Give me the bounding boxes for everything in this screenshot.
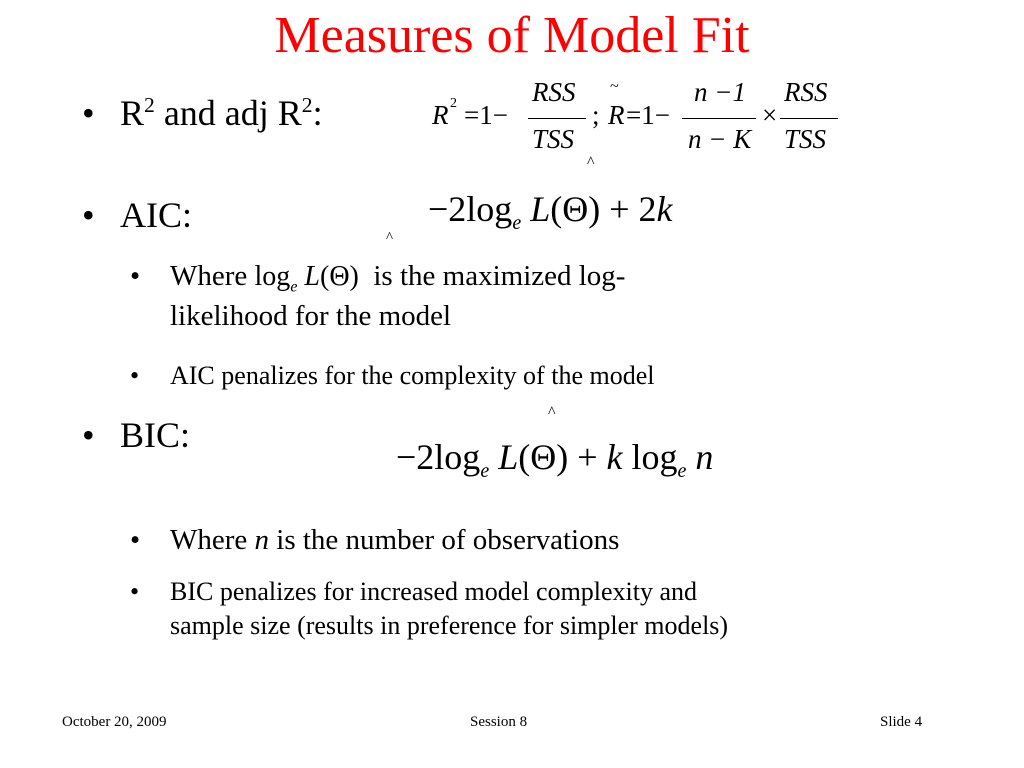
bic-sub-bullet-1 [130,522,890,562]
bullet-bic [82,416,282,460]
aic-sub-bullet-1 [130,258,850,342]
bullet-dot: • [82,93,95,133]
bic-sub1-var: n [254,524,270,556]
inline-log-likelihood: $\log_e L(\Theta)$ [254,261,359,296]
bic-sub2-line1: BIC penalizes for increased model complexity and [170,577,698,606]
bullet-r2-label: $R^2$ and adj $R^2$: [120,93,323,133]
aic-sub1-prefix: Where [170,260,248,292]
aic-sub1-suffix: is the maximized log- [373,260,626,292]
bullet-dot: • [130,361,140,390]
bullet-aic [82,196,282,240]
bullet-dot: • [130,577,140,606]
bullet-bic-label: BIC: [120,415,191,455]
bic-sub2-line2: sample size (results in preference for simpler models) [170,611,729,640]
bullet-aic-label: AIC: [120,195,192,235]
aic-hat: ^ [587,154,595,171]
bullet-dot: • [130,260,141,292]
bic-sub1-prefix: Where [170,524,248,556]
bic-formula: $-2\log_e$ L(Θ) + k $\log_e n$ [396,437,714,483]
footer-date: October 20, 2009 [62,714,167,730]
aic-sub2-text: AIC penalizes for the complexity of the model [170,361,655,390]
bullet-dot: • [130,524,141,556]
aic-formula: $-2\log_e$ L(Θ) + 2k [428,189,673,235]
footer-session: Session 8 [470,714,528,730]
aic-sub1-line2: likelihood for the model [170,300,452,332]
r2-formula: R 2 =1− RSS TSS ; ~ R =1− n −1 n − K × RSS TSS [432,74,852,166]
inline-hat: ^ [386,230,394,246]
bullet-dot: • [82,195,95,235]
bullet-r2 [82,94,412,138]
bullet-dot: • [82,415,95,455]
slide-title: Measures of Model Fit [274,7,750,64]
footer-slide-number: Slide 4 [880,714,923,730]
bic-sub1-suffix: is the number of observations [276,524,620,556]
bic-sub-bullet-2 [130,576,950,648]
aic-sub-bullet-2 [130,360,850,396]
bic-hat: ^ [548,404,556,421]
